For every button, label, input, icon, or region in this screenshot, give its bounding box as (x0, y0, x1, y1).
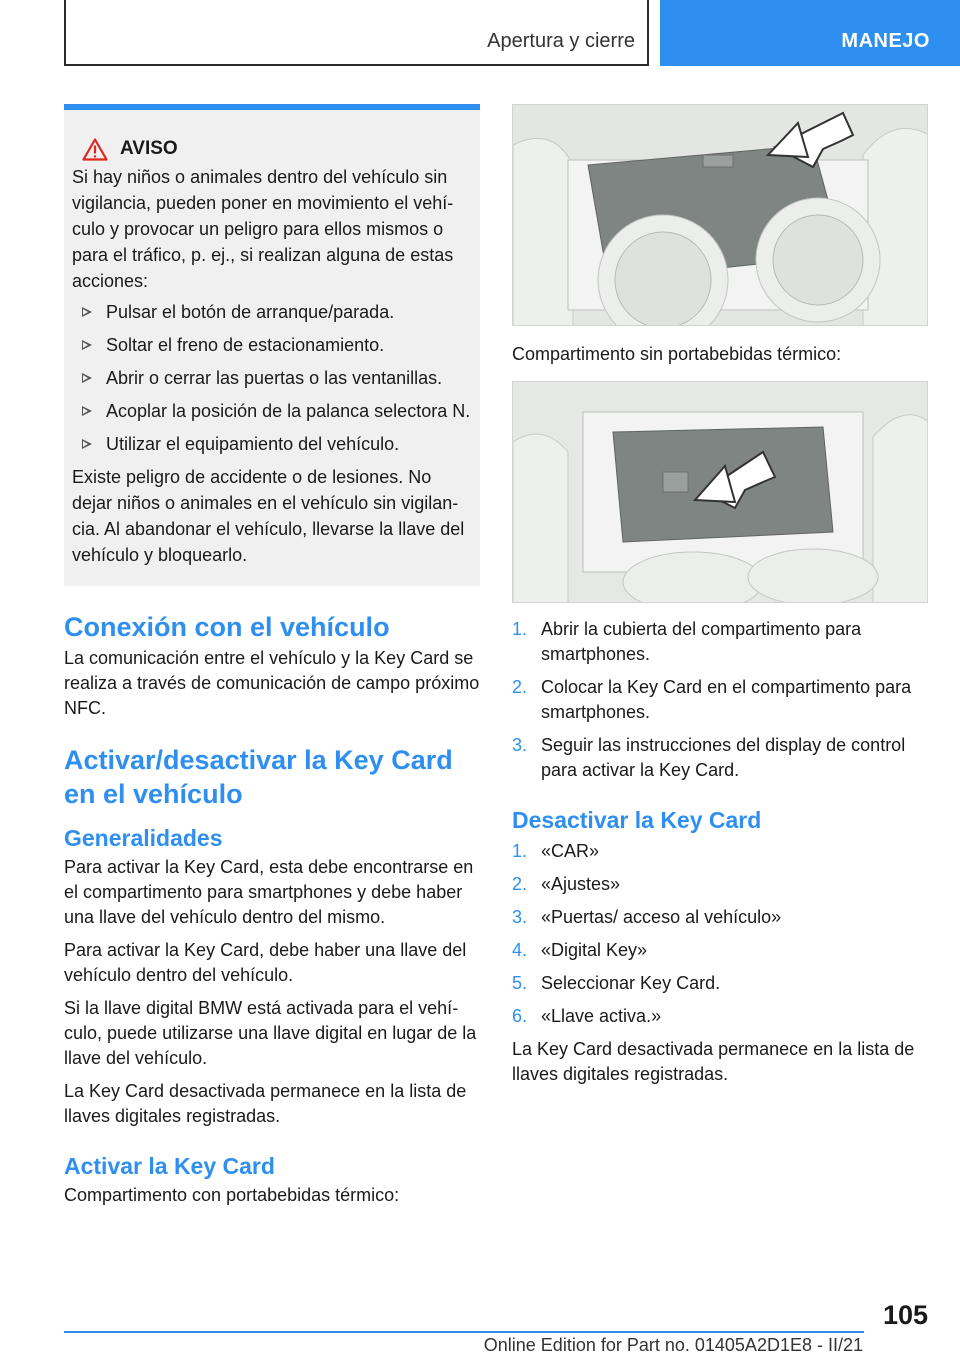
footer-divider (64, 1331, 864, 1333)
activate-steps-list (512, 617, 928, 783)
step-number: 2. (512, 677, 528, 697)
step-number: 4. (512, 940, 528, 960)
compartment-illustration (513, 105, 928, 326)
right-column (512, 104, 928, 1095)
step-number: 6. (512, 1006, 528, 1026)
deactivate-note: La Key Card desactivada permanece en la lista de llaves digitales registradas. (512, 1039, 915, 1084)
warning-item: Pulsar el botón de arranque/parada. (72, 299, 472, 325)
warning-item: Utilizar el equipamiento del vehículo. (72, 431, 472, 457)
step-number: 2. (512, 874, 528, 894)
step-text: Seleccionar Key Card. (541, 973, 721, 993)
list-item (512, 1004, 928, 1029)
warning-item: Abrir o cerrar las puertas o las ventanillas. (72, 365, 472, 391)
caption-non-thermal-holder: Compartimento sin portabebidas térmico: (512, 344, 842, 364)
step-text: «Puertas/ acceso al vehículo» (541, 907, 782, 927)
heading-connection: Conexión con el vehículo (64, 612, 390, 642)
step-number: 3. (512, 735, 528, 755)
step-text: «Llave activa.» (541, 1006, 662, 1026)
list-item (512, 839, 928, 864)
left-column (64, 104, 480, 1216)
step-number: 1. (512, 841, 528, 861)
heading-activate-deactivate: Activar/desactivar la Key Card en el vehículo (64, 745, 453, 809)
image-non-thermal-compartment (512, 381, 928, 603)
connection-text: La comunicación entre el vehículo y la Key Card se realiza a través de comunicación de campo próximo NFC. (64, 648, 480, 718)
header-section-title: Apertura y cierre (487, 30, 635, 52)
image-thermal-compartment (512, 104, 928, 326)
warning-triangle-icon (82, 138, 108, 161)
warning-box (64, 104, 480, 586)
step-number: 5. (512, 973, 528, 993)
list-item (512, 872, 928, 897)
list-item (512, 971, 928, 996)
general-paragraph: Para activar la Key Card, debe haber una llave del vehículo dentro del vehículo. (64, 940, 467, 985)
general-paragraph: Si la llave digital BMW está activada para el vehículo, puede utilizarse una llave digital en lugar de la llave del vehículo. (64, 998, 477, 1068)
warning-title: AVISO (120, 138, 178, 159)
heading-general: Generalidades (64, 825, 223, 851)
general-paragraph: La Key Card desactivada permanece en la lista de llaves digitales registradas. (64, 1081, 467, 1126)
warning-list (72, 299, 472, 457)
warning-outro: Existe peligro de accidente o de lesiones. No dejar niños o animales en el vehículo sin vigilancia. Al abandonar el vehículo, llevarse la llave del vehículo y bloquearlo. (72, 467, 465, 565)
list-item (512, 938, 928, 963)
list-item (512, 675, 928, 725)
heading-deactivate-key-card: Desactivar la Key Card (512, 807, 762, 833)
compartment-illustration (513, 382, 928, 603)
warning-intro: Si hay niños o animales dentro del vehículo sin vigilancia, pueden poner en movimiento el vehículo y provocar un peligro para ellos mismos o para el tráfico, p. ej., si realizan alguna de estas acciones: (72, 167, 454, 291)
step-number: 1. (512, 619, 528, 639)
general-paragraph: Para activar la Key Card, esta debe encontrarse en el compartimento para smartphones y debe haber una llave del vehículo dentro del mismo. (64, 857, 474, 927)
step-text: Colocar la Key Card en el compartimento para smartphones. (541, 677, 912, 722)
header-chapter-title: MANEJO (841, 30, 930, 52)
list-item (512, 905, 928, 930)
header-section-tab (64, 0, 649, 66)
caption-thermal-holder: Compartimento con portabebidas térmico: (64, 1185, 400, 1205)
warning-item: Soltar el freno de estacionamiento. (72, 332, 472, 358)
footer-edition: Online Edition for Part no. 01405A2D1E8 - II/21 (483, 1335, 863, 1355)
page-number: 105 (882, 1300, 928, 1330)
list-item (512, 733, 928, 783)
step-text: «CAR» (541, 841, 600, 861)
step-text: «Digital Key» (541, 940, 648, 960)
list-item (512, 617, 928, 667)
step-text: Seguir las instrucciones del display de control para activar la Key Card. (541, 735, 906, 780)
step-text: «Ajustes» (541, 874, 621, 894)
heading-activate-key-card: Activar la Key Card (64, 1153, 275, 1179)
warning-item: Acoplar la posición de la palanca selectora N. (72, 398, 472, 424)
step-text: Abrir la cubierta del compartimento para smartphones. (541, 619, 862, 664)
header-chapter-tab (660, 0, 960, 66)
step-number: 3. (512, 907, 528, 927)
warning-header (72, 136, 472, 162)
deactivate-steps-list (512, 839, 928, 1029)
